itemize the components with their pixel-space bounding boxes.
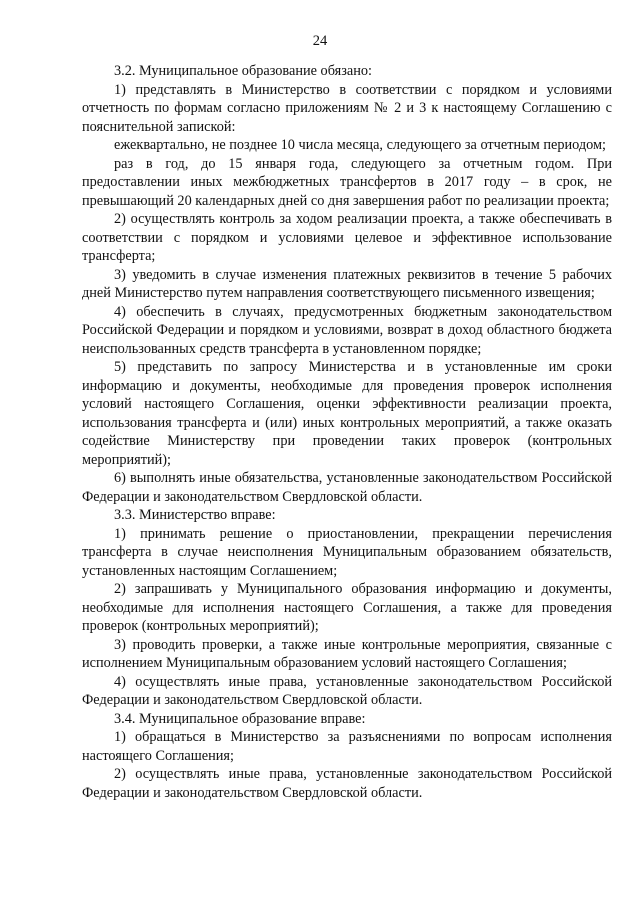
paragraph: ежеквартально, не позднее 10 числа месяца, следующего за отчетным периодом; bbox=[114, 137, 607, 153]
document-body bbox=[82, 62, 612, 802]
paragraph: 3) уведомить в случае изменения платежных реквизитов в течение 5 рабочих дней Министерство путем направления соответствующего письменного извещения; bbox=[82, 266, 612, 301]
paragraph: 2) осуществлять иные права, установленные законодательством Российской Федерации и законодательством Свердловской области. bbox=[82, 766, 612, 801]
paragraph: 3) проводить проверки, а также иные контрольные мероприятия, связанные с исполнением Муниципальным образованием условий настоящего Соглашения; bbox=[82, 636, 612, 671]
paragraph: 4) обеспечить в случаях, предусмотренных бюджетным законодательством Российской Федерации и порядком и условиями, возврат в доход областного бюджета неиспользованных средств трансферта в установленном порядке; bbox=[82, 303, 612, 357]
paragraph: 4) осуществлять иные права, установленные законодательством Российской Федерации и законодательством Свердловской области. bbox=[82, 673, 612, 708]
paragraph: 1) обращаться в Министерство за разъяснениями по вопросам исполнения настоящего Соглашения; bbox=[82, 729, 612, 764]
paragraph: 1) принимать решение о приостановлении, прекращении перечисления трансферта в случае неисполнения Муниципальным образованием обязательств, установленных настоящим Соглашением; bbox=[82, 525, 612, 579]
section-heading-3-3: 3.3. Министерство вправе: bbox=[114, 507, 276, 523]
paragraph: 2) осуществлять контроль за ходом реализации проекта, а также обеспечивать в соответствии с порядком и условиями целевое и эффективное использование трансферта; bbox=[82, 211, 612, 264]
page-number: 24 bbox=[312, 33, 328, 49]
paragraph: 1) представлять в Министерство в соответствии с порядком и условиями отчетность по формам согласно приложениям № 2 и 3 к настоящему Соглашению с пояснительной запиской: bbox=[82, 81, 612, 135]
section-heading-3-2: 3.2. Муниципальное образование обязано: bbox=[114, 63, 372, 79]
paragraph: 2) запрашивать у Муниципального образования информацию и документы, необходимые для исполнения настоящего Соглашения, а также для проведения проверок (контрольных мероприятий); bbox=[82, 581, 612, 634]
paragraph: раз в год, до 15 января года, следующего за отчетным годом. При предоставлении иных межбюджетных трансфертов в 2017 году – в срок, не превышающий 20 календарных дней со дня завершения работ по реализации проекта; bbox=[82, 155, 612, 209]
section-heading-3-4: 3.4. Муниципальное образование вправе: bbox=[114, 710, 366, 727]
paragraph: 6) выполнять иные обязательства, установленные законодательством Российской Федерации и законодательством Свердловской области. bbox=[82, 470, 612, 505]
paragraph: 5) представить по запросу Министерства и в установленные им сроки информацию и документы, необходимые для проведения проверок исполнения условий настоящего Соглашения, оценки эффективности реализации проекта, использования трансферта и (или) иных контрольных мероприятий, а также оказать содействие Министерству при проведении таких проверок (контрольных мероприятий); bbox=[82, 359, 612, 468]
